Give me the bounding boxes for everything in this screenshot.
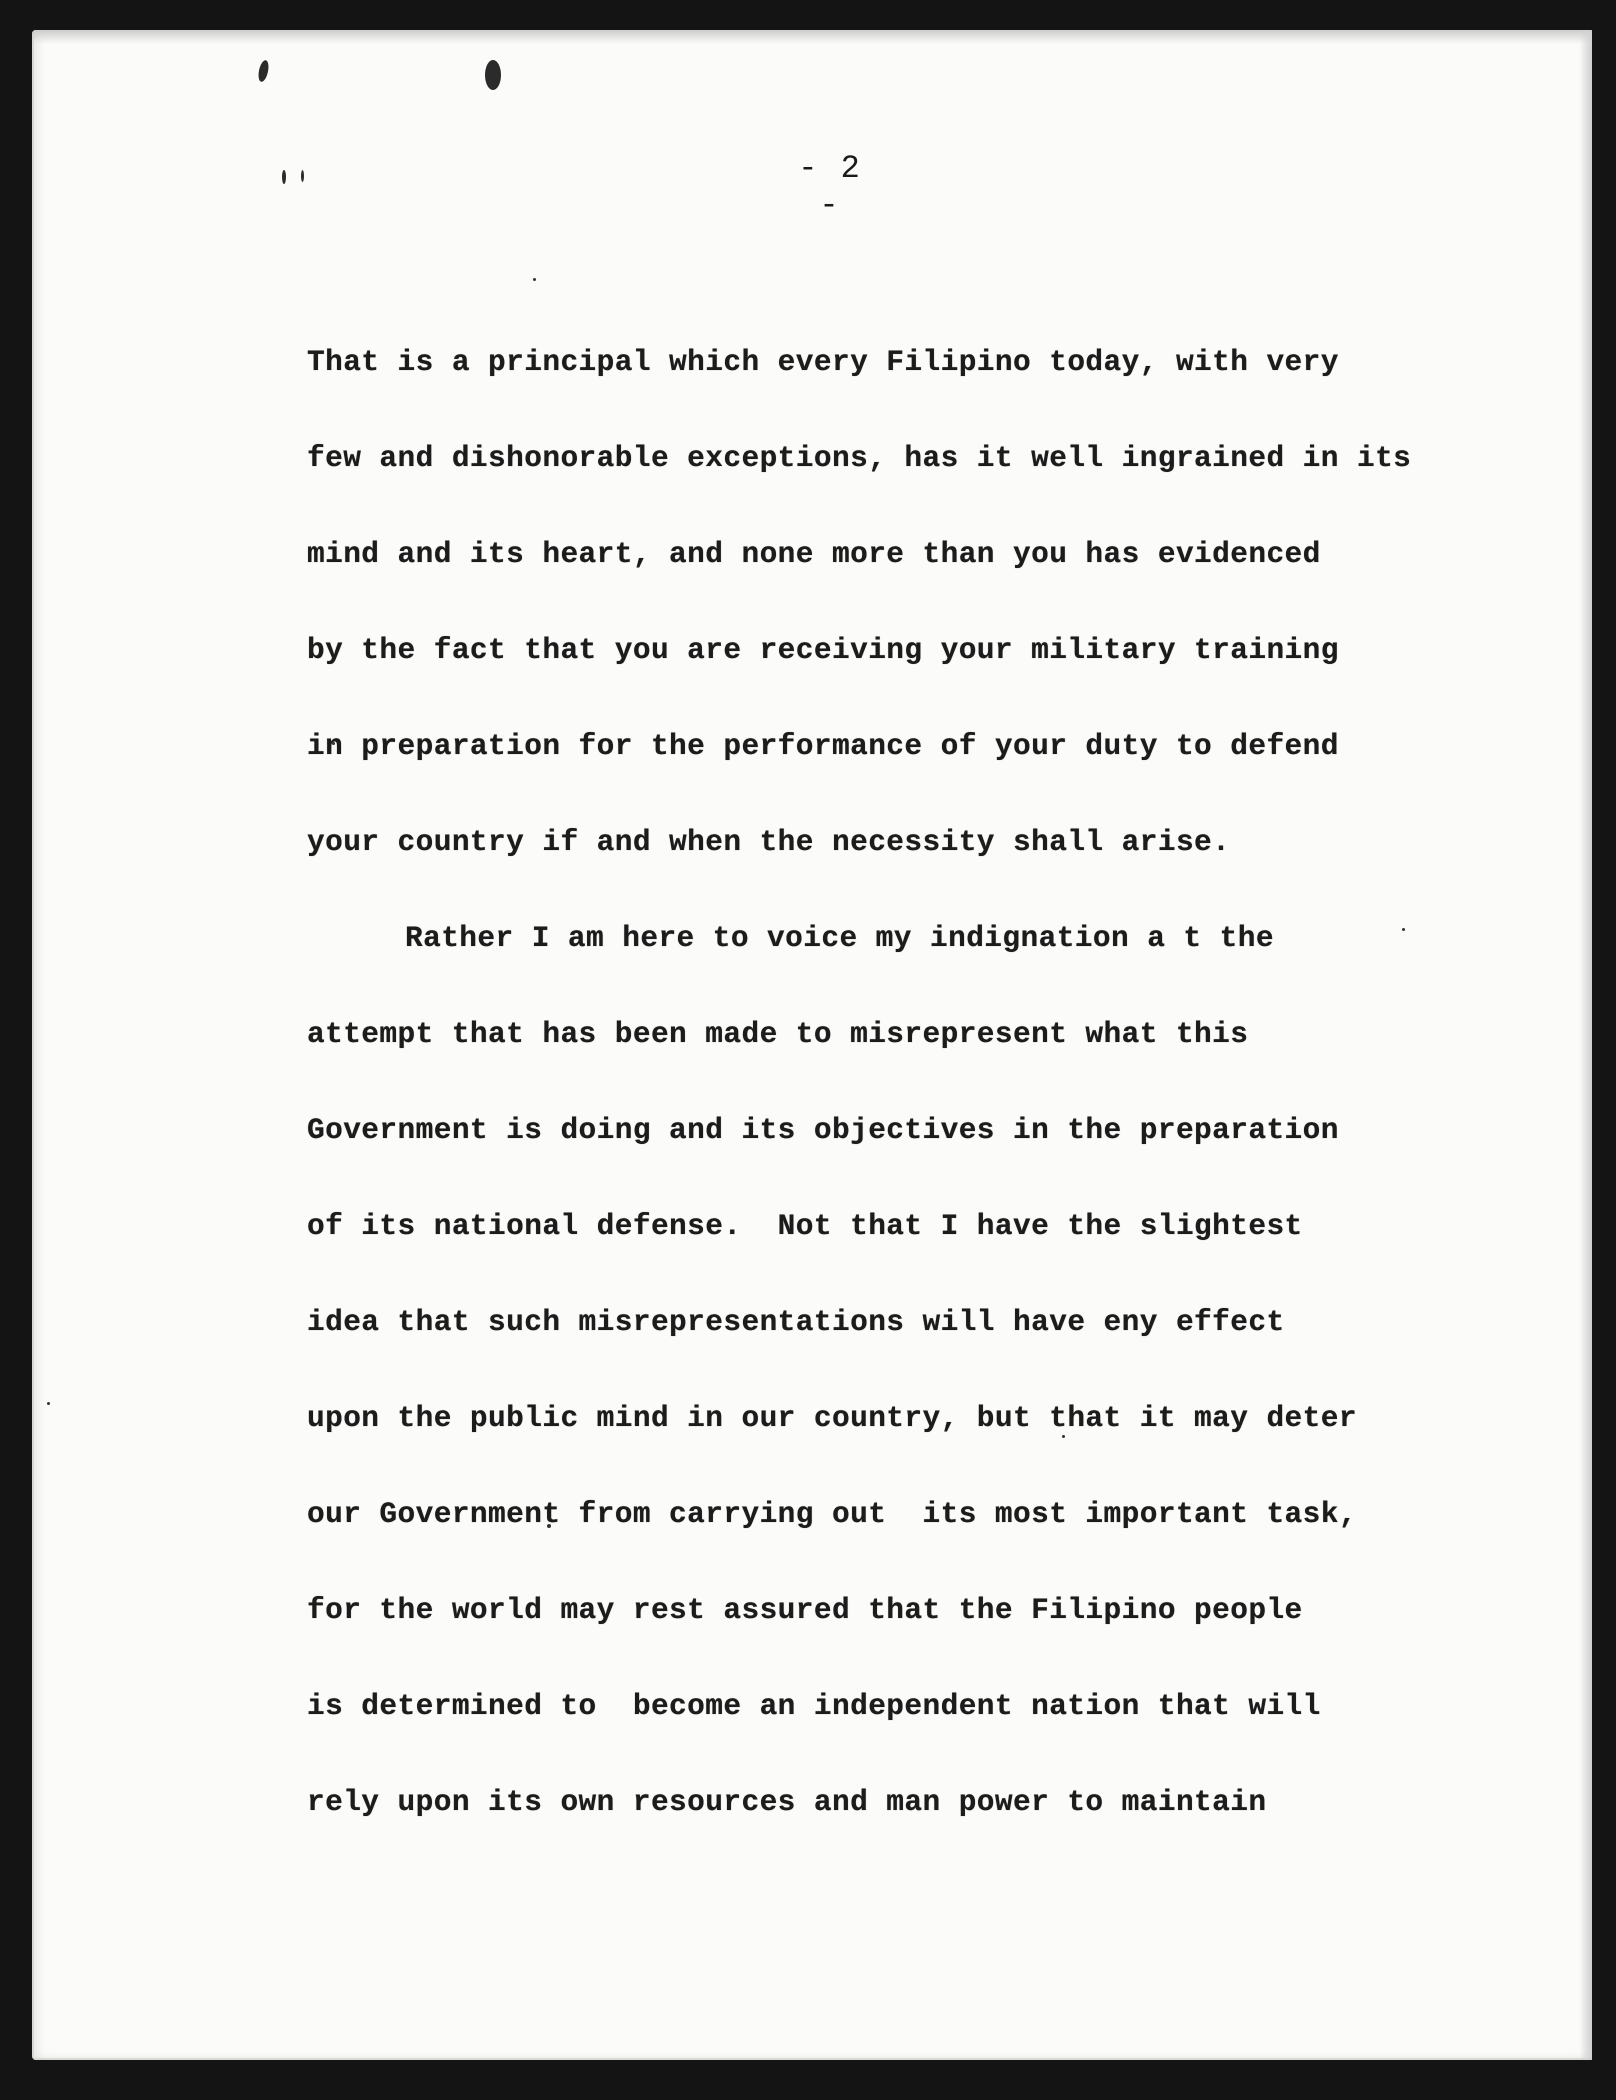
paragraph-start-line: Rather I am here to voice my indignation a t the xyxy=(405,921,1274,955)
text-line: idea that such misrepresentations will have eny effect xyxy=(307,1305,1285,1339)
typed-body-text xyxy=(307,314,1487,1850)
punch-hole-mark xyxy=(301,170,304,182)
text-line: few and dishonorable exceptions, has it well ingrained in its xyxy=(307,441,1412,475)
punch-hole-mark xyxy=(282,170,286,184)
text-line: our Government from carrying out its most important task, xyxy=(307,1497,1357,1531)
ink-speck xyxy=(47,1402,50,1405)
sheet-top-edge xyxy=(32,30,1592,44)
text-line: of its national defense. Not that I have the slightest xyxy=(307,1209,1303,1243)
text-line: by the fact that you are receiving your military training xyxy=(307,633,1339,667)
text-line: mind and its heart, and none more than you has evidenced xyxy=(307,537,1321,571)
text-line: rely upon its own resources and man power to maintain xyxy=(307,1785,1267,1819)
ink-speck xyxy=(533,278,536,281)
page-number: - 2 - xyxy=(798,150,862,224)
text-line: is determined to become an independent nation that will xyxy=(307,1689,1321,1723)
text-line: for the world may rest assured that the Filipino people xyxy=(307,1593,1303,1627)
text-line: That is a principal which every Filipino today, with very xyxy=(307,345,1339,379)
text-line: attempt that has been made to misrepresent what this xyxy=(307,1017,1249,1051)
text-line: Government is doing and its objectives in the preparation xyxy=(307,1113,1339,1147)
text-line: upon the public mind in our country, but that it may deter xyxy=(307,1401,1357,1435)
text-line: your country if and when the necessity shall arise. xyxy=(307,825,1231,859)
punch-hole-mark xyxy=(485,60,501,90)
sheet-right-edge xyxy=(1580,30,1592,2060)
text-line: in preparation for the performance of your duty to defend xyxy=(307,729,1339,763)
